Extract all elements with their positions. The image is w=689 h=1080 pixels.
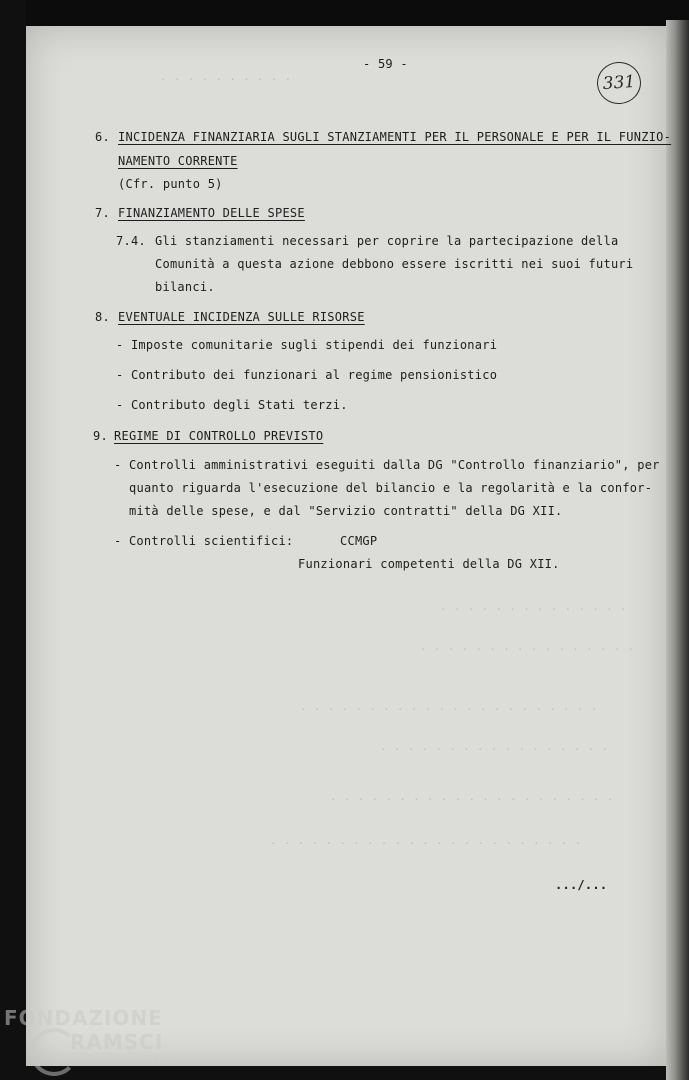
section-7-4-line3: bilanci. [155,280,215,294]
fondazione-gramsci-watermark [4,1002,184,1080]
section-6-title-line2: NAMENTO CORRENTE [118,154,238,168]
section-6-number: 6. [95,130,110,144]
section-6-note: (Cfr. punto 5) [118,177,223,191]
section-8-item: - Imposte comunitarie sugli stipendi dei funzionari [116,338,498,352]
bleed-through-text: . . . . . . . . . . . . . . . . . . . . . . . [270,834,582,847]
section-8-item: - Contributo degli Stati terzi. [116,398,348,412]
section-7-number: 7. [95,206,110,220]
scan-top-edge [26,0,689,26]
section-9-item2-label: - Controlli scientifici: [114,534,294,548]
section-8-number: 8. [95,310,110,324]
bleed-through-text: . . . . . . . . . . . . . . [440,600,627,613]
bleed-through-text: . . . . . . . . . . . . . . . . . . . . . [330,790,614,803]
bleed-through-text: . . . . . . . . . . . . . . . . [420,640,635,653]
watermark-line2: RAMSCI [70,1030,164,1054]
section-9-number: 9. [93,429,108,443]
section-9-item1-line2: quanto riguarda l'esecuzione del bilancio e la regolarità e la confor- [129,481,653,495]
section-8-item: - Contributo dei funzionari al regime pensionistico [116,368,498,382]
section-9-item1-line3: mità delle spese, e dal "Servizio contratti" della DG XII. [129,504,563,518]
archive-stamp: 331 [596,61,643,106]
section-7-4-number: 7.4. [116,234,146,248]
watermark-suffix: onlus [154,1054,179,1064]
watermark-line1: FONDAZIONE [4,1006,163,1030]
section-7-4-line1: Gli stanziamenti necessari per coprire la partecipazione della [155,234,619,248]
section-8-title: EVENTUALE INCIDENZA SULLE RISORSE [118,310,365,324]
section-7-4-line2: Comunità a questa azione debbono essere iscritti nei suoi futuri [155,257,634,271]
page-number: - 59 - [363,57,408,71]
continuation-marker: .../... [555,878,608,892]
section-9-item2-value1: CCMGP [340,534,378,548]
section-6-title-line1: INCIDENZA FINANZIARIA SUGLI STANZIAMENTI PER IL PERSONALE E PER IL FUNZIO- [118,130,672,144]
page-edge [666,20,689,1080]
section-9-item2-value2: Funzionari competenti della DG XII. [298,557,560,571]
bleed-through-text: . . . . . . . . . . . . . . . . . . . . . . [300,700,598,713]
bleed-through-text: . . . . . . . . . . . . . . . . . [380,740,609,753]
bleed-through-text: . . . . . . . . . . [160,70,292,83]
section-7-title: FINANZIAMENTO DELLE SPESE [118,206,305,220]
section-9-item1-line1: - Controlli amministrativi eseguiti dalla DG "Controllo finanziario", per [114,458,660,472]
section-9-title: REGIME DI CONTROLLO PREVISTO [114,429,324,443]
